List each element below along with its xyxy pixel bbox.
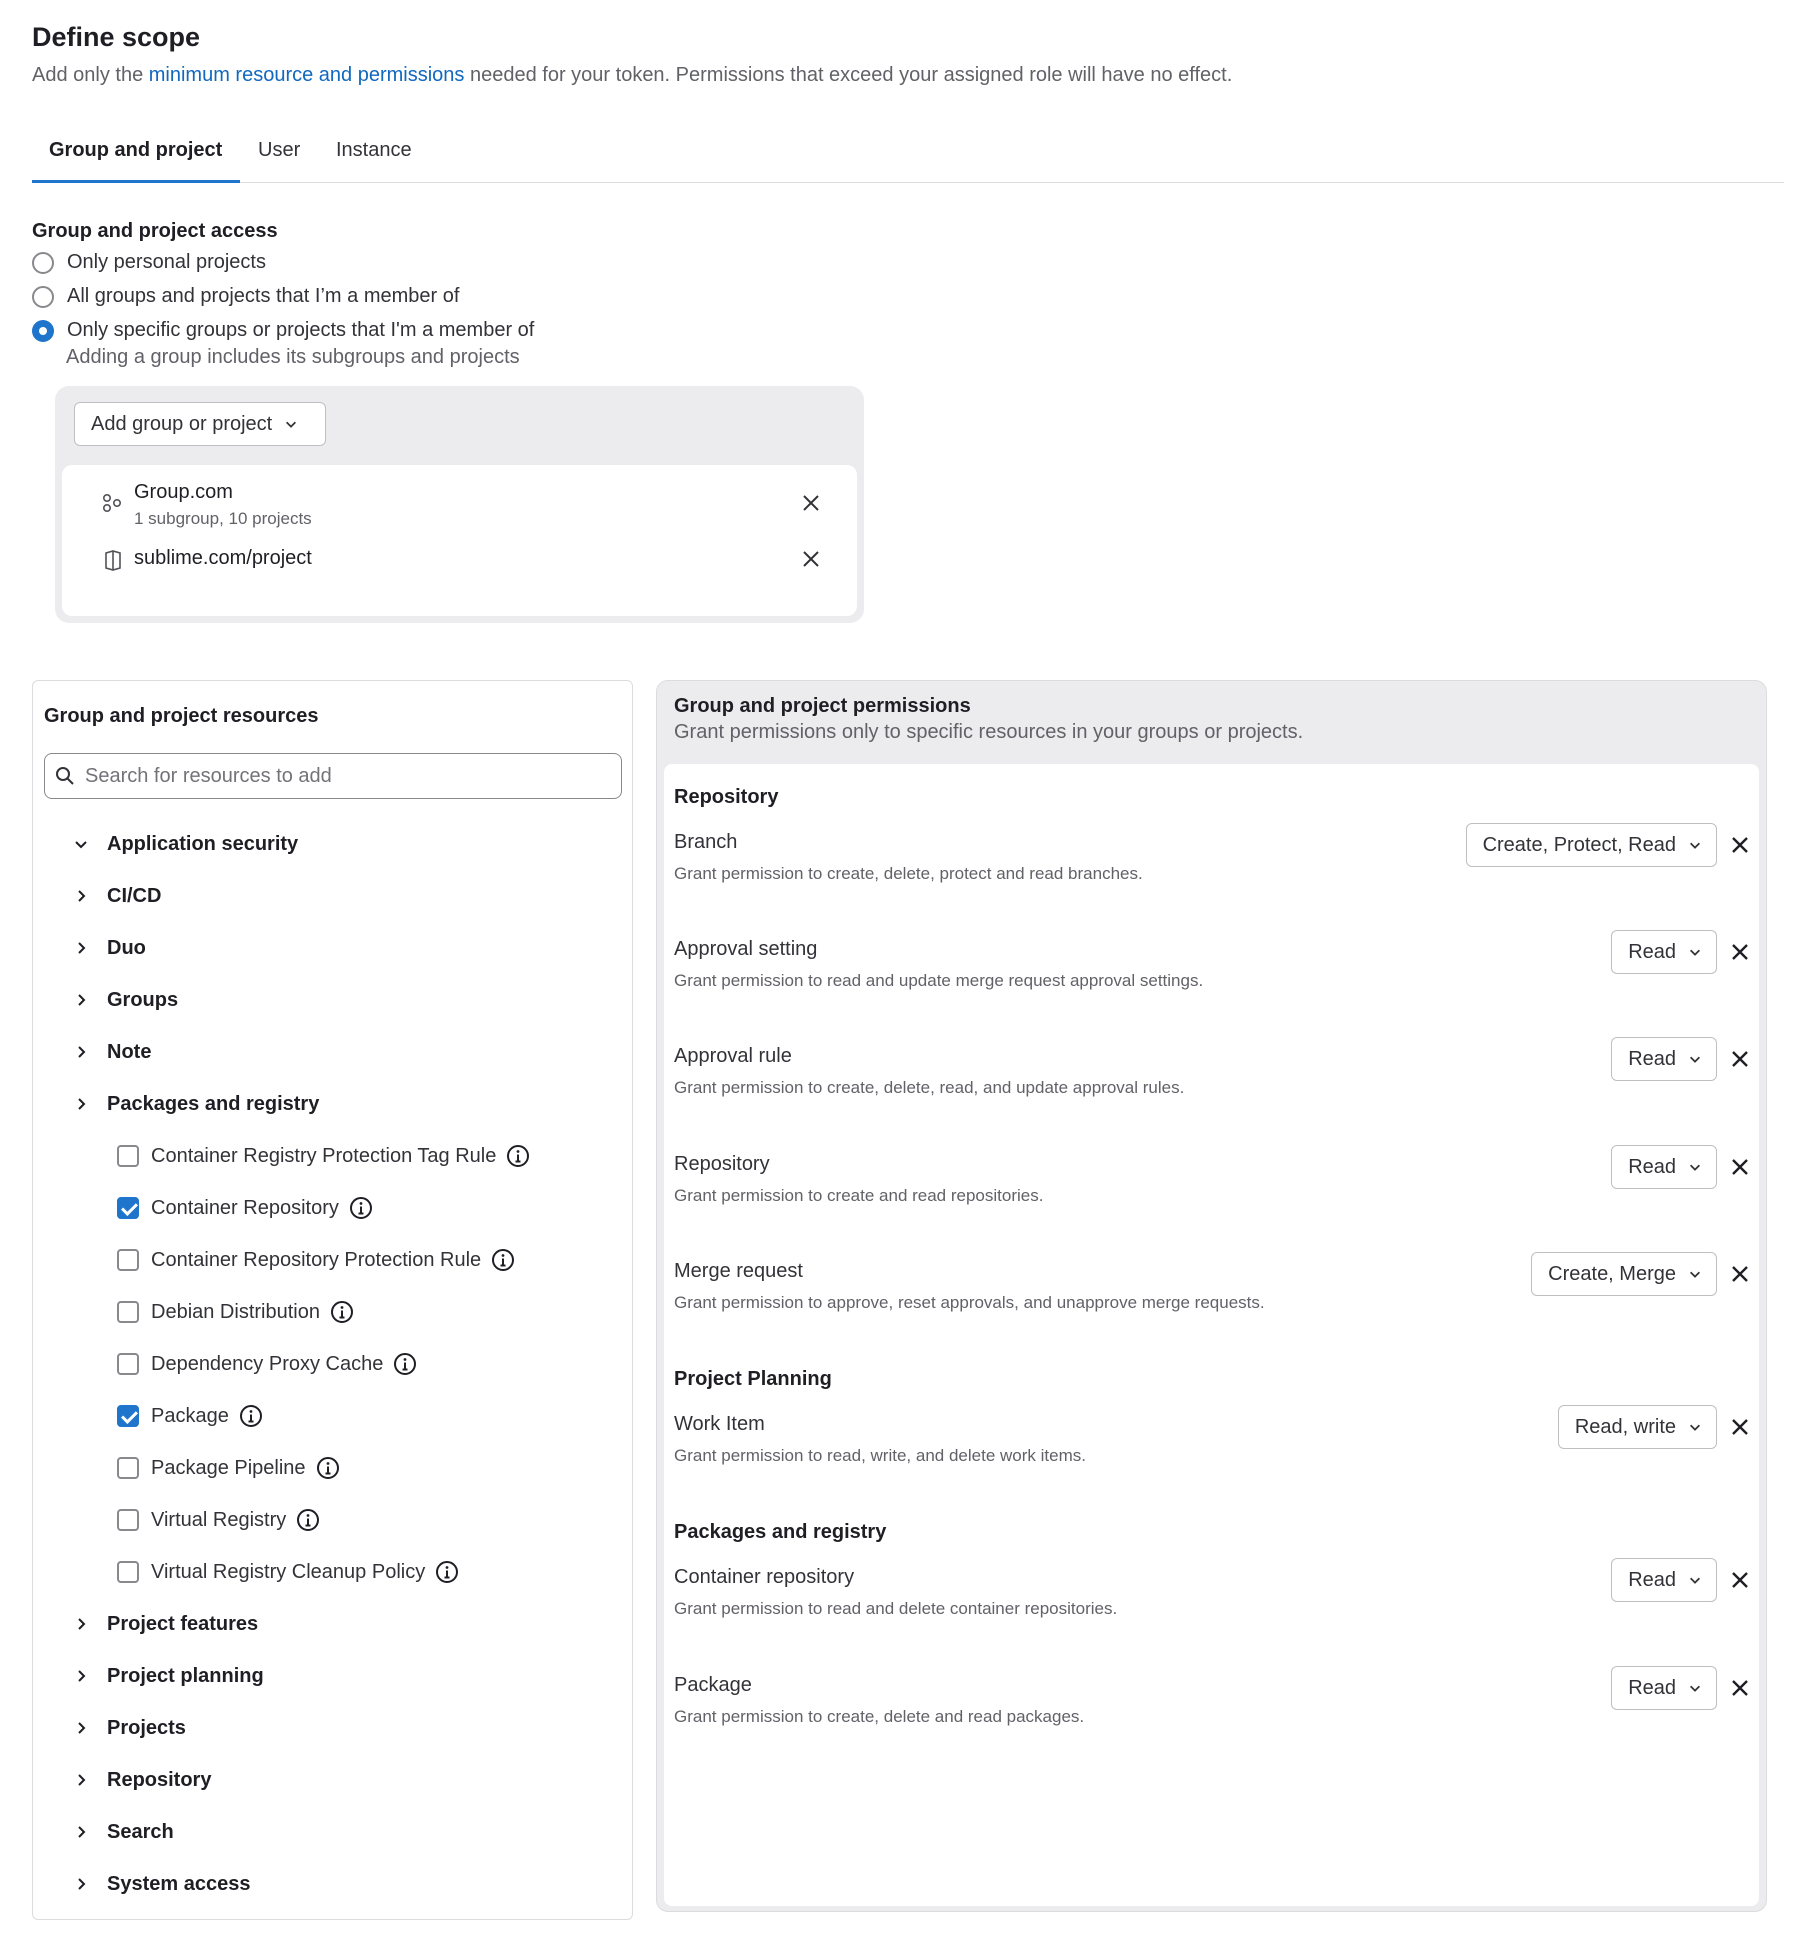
resource-label: Container Registry Protection Tag Rule: [151, 1144, 497, 1167]
category-system-access[interactable]: [73, 1866, 250, 1902]
permission-description: Grant permission to create and read repositories.: [674, 1186, 1044, 1205]
resource-container-repository-protection-rule[interactable]: [117, 1242, 515, 1278]
permission-level-dropdown[interactable]: [1466, 823, 1717, 867]
category-label: Groups: [107, 988, 179, 1011]
scope-item-name: Group.com: [134, 481, 233, 503]
search-input[interactable]: [83, 764, 583, 789]
radio-button-selected[interactable]: [32, 320, 54, 342]
category-label: Repository: [107, 1768, 212, 1791]
selected-scope-list: [62, 465, 857, 616]
permission-level-dropdown[interactable]: [1531, 1252, 1717, 1296]
category-ci-cd[interactable]: [73, 878, 161, 914]
remove-permission-icon[interactable]: [1731, 836, 1749, 854]
resource-label: Container Repository Protection Rule: [151, 1248, 482, 1271]
search-icon: [55, 766, 75, 786]
chevron-down-icon: [1688, 1573, 1702, 1587]
permission-description: Grant permission to create, delete, read, and update approval rules.: [674, 1078, 1185, 1097]
permission-level-value: Read: [1628, 940, 1676, 963]
category-label: Application security: [107, 832, 299, 855]
category-label: System access: [107, 1872, 251, 1895]
permission-level-value: Read, write: [1574, 1415, 1676, 1438]
permission-name: Work Item: [674, 1413, 765, 1435]
resources-title: Group and project resources: [44, 705, 319, 727]
resource-debian-distribution[interactable]: [117, 1294, 354, 1330]
resource-package-pipeline[interactable]: [117, 1450, 340, 1486]
permission-name: Approval rule: [674, 1045, 792, 1067]
selected-scope-box: [55, 386, 864, 623]
permission-level-dropdown[interactable]: [1611, 1037, 1717, 1081]
resource-label: Virtual Registry Cleanup Policy: [151, 1560, 426, 1583]
minimum-permissions-link[interactable]: minimum resource and permissions: [148, 64, 465, 86]
chevron-down-icon: [1688, 1267, 1702, 1281]
scope-item-group: [62, 477, 857, 537]
permission-level-dropdown[interactable]: [1611, 1558, 1717, 1602]
chevron-down-icon: [1688, 945, 1702, 959]
resource-label: Package Pipeline: [151, 1456, 306, 1479]
info-icon[interactable]: [491, 1248, 515, 1272]
radio-button[interactable]: [32, 286, 54, 308]
chevron-right-icon: [73, 1824, 89, 1840]
resource-label: Virtual Registry: [151, 1508, 287, 1531]
checkbox[interactable]: [117, 1561, 139, 1583]
resource-dependency-proxy-cache[interactable]: [117, 1346, 417, 1382]
project-icon: [102, 549, 124, 571]
resource-label: Package: [151, 1404, 229, 1427]
page-subtitle: [32, 64, 1232, 87]
chevron-right-icon: [73, 1044, 89, 1060]
remove-permission-icon[interactable]: [1731, 1679, 1749, 1697]
permission-level-value: Read: [1628, 1047, 1676, 1070]
remove-permission-icon[interactable]: [1731, 1265, 1749, 1283]
resource-container-registry-protection-tag-rule[interactable]: [117, 1138, 530, 1174]
info-icon[interactable]: [316, 1456, 340, 1480]
checkbox[interactable]: [117, 1145, 139, 1167]
chevron-down-icon: [1688, 838, 1702, 852]
resource-package[interactable]: [117, 1398, 263, 1434]
permission-name: Approval setting: [674, 938, 818, 960]
category-search[interactable]: [73, 1814, 174, 1850]
category-packages-and-registry[interactable]: [73, 1086, 319, 1122]
radio-button[interactable]: [32, 252, 54, 274]
scope-item-meta: 1 subgroup, 10 projects: [134, 509, 312, 528]
access-section-label: Group and project access: [32, 220, 278, 242]
checkbox[interactable]: [117, 1301, 139, 1323]
chevron-down-icon: [1688, 1052, 1702, 1066]
category-groups[interactable]: [73, 982, 178, 1018]
scope-item-name: sublime.com/project: [134, 547, 312, 569]
radio-specific-groups[interactable]: [32, 319, 534, 342]
permission-level-value: Read: [1628, 1155, 1676, 1178]
permission-level-value: Create, Protect, Read: [1482, 833, 1676, 856]
category-projects[interactable]: [73, 1710, 186, 1746]
permission-row-merge-request: [664, 1260, 1759, 1330]
chevron-right-icon: [73, 992, 89, 1008]
permission-level-value: Create, Merge: [1548, 1262, 1676, 1285]
permission-description: Grant permission to read and update merge request approval settings.: [674, 971, 1204, 990]
checkbox[interactable]: [117, 1353, 139, 1375]
info-icon[interactable]: [393, 1352, 417, 1376]
permission-row-approval-setting: [664, 938, 1759, 1008]
add-button-label: Add group or project: [91, 412, 273, 435]
resource-label: Debian Distribution: [151, 1300, 320, 1323]
remove-icon[interactable]: [801, 549, 821, 569]
info-icon[interactable]: [506, 1144, 530, 1168]
permission-name: Repository: [674, 1153, 770, 1175]
subtitle-text-start: Add only the: [32, 64, 149, 86]
permission-level-dropdown[interactable]: [1558, 1405, 1717, 1449]
radio-label: Only specific groups or projects that I'm a member of: [67, 319, 535, 341]
category-label: Packages and registry: [107, 1092, 320, 1115]
permission-description: Grant permission to read, write, and delete work items.: [674, 1446, 1086, 1465]
scope-tabs: [32, 130, 1784, 183]
chevron-right-icon: [73, 888, 89, 904]
permission-name: Branch: [674, 831, 738, 853]
category-duo[interactable]: [73, 930, 146, 966]
category-label: Projects: [107, 1716, 186, 1739]
permission-level-value: Read: [1628, 1568, 1676, 1591]
radio-label: Only personal projects: [67, 251, 266, 273]
permission-name: Package: [674, 1674, 752, 1696]
category-label: Note: [107, 1040, 152, 1063]
radio-help-text: Adding a group includes its subgroups and projects: [66, 346, 520, 368]
subtitle-text-end: needed for your token. Permissions that exceed your assigned role will have no effect.: [464, 64, 1233, 86]
permission-description: Grant permission to approve, reset approvals, and unapprove merge requests.: [674, 1293, 1265, 1312]
resource-virtual-registry[interactable]: [117, 1502, 320, 1538]
radio-label: All groups and projects that I’m a member of: [67, 285, 460, 307]
permissions-list: [664, 764, 1759, 1906]
permission-description: Grant permission to create, delete and read packages.: [674, 1707, 1085, 1726]
remove-permission-icon[interactable]: [1731, 1050, 1749, 1068]
resource-label: Container Repository: [151, 1196, 339, 1219]
permission-row-container-repository: [664, 1566, 1759, 1636]
permissions-title: Group and project permissions: [674, 695, 971, 717]
permission-group-heading: Project Planning: [674, 1368, 832, 1390]
checkbox[interactable]: [117, 1457, 139, 1479]
remove-permission-icon[interactable]: [1731, 943, 1749, 961]
resource-label: Dependency Proxy Cache: [151, 1352, 384, 1375]
permissions-subtitle: Grant permissions only to specific resources in your groups or projects.: [674, 721, 1304, 743]
permission-level-dropdown[interactable]: [1611, 1666, 1717, 1710]
radio-all-groups[interactable]: [32, 285, 459, 308]
permission-row-package: [664, 1674, 1759, 1744]
info-icon[interactable]: [330, 1300, 354, 1324]
info-icon[interactable]: [349, 1196, 373, 1220]
permission-description: Grant permission to create, delete, protect and read branches.: [674, 864, 1143, 883]
info-icon[interactable]: [239, 1404, 263, 1428]
tab-group-and-project[interactable]: Group and project: [32, 130, 240, 183]
category-label: CI/CD: [107, 884, 162, 907]
category-project-planning[interactable]: [73, 1658, 264, 1694]
chevron-down-icon: [1688, 1160, 1702, 1174]
permission-row-repository: [664, 1153, 1759, 1223]
chevron-down-icon: [284, 417, 298, 431]
chevron-down-icon: [73, 836, 89, 852]
permission-name: Merge request: [674, 1260, 803, 1282]
category-label: Duo: [107, 936, 146, 959]
info-icon[interactable]: [435, 1560, 459, 1584]
resources-panel: [32, 680, 633, 1920]
tab-instance[interactable]: Instance: [336, 139, 412, 161]
category-repository[interactable]: [73, 1762, 211, 1798]
permission-group-heading: Repository: [674, 786, 779, 808]
permission-row-approval-rule: [664, 1045, 1759, 1115]
info-icon[interactable]: [296, 1508, 320, 1532]
chevron-right-icon: [73, 1616, 89, 1632]
scope-item-project: [62, 547, 857, 607]
chevron-right-icon: [73, 1668, 89, 1684]
permission-level-dropdown[interactable]: [1611, 1145, 1717, 1189]
resource-search[interactable]: [44, 753, 622, 799]
checkbox[interactable]: [117, 1249, 139, 1271]
permission-description: Grant permission to read and delete container repositories.: [674, 1599, 1118, 1618]
radio-personal-projects[interactable]: [32, 251, 266, 274]
tab-user[interactable]: User: [258, 139, 301, 161]
permission-group-heading: Packages and registry: [674, 1521, 887, 1543]
category-note[interactable]: [73, 1034, 151, 1070]
chevron-right-icon: [73, 1772, 89, 1788]
chevron-right-icon: [73, 940, 89, 956]
category-project-features[interactable]: [73, 1606, 258, 1642]
permission-level-dropdown[interactable]: [1611, 930, 1717, 974]
category-label: Project planning: [107, 1664, 264, 1687]
category-application-security[interactable]: [73, 826, 298, 862]
permission-level-value: Read: [1628, 1676, 1676, 1699]
chevron-right-icon: [73, 1096, 89, 1112]
permissions-panel: [656, 680, 1767, 1912]
chevron-right-icon: [73, 1720, 89, 1736]
resource-container-repository[interactable]: [117, 1190, 373, 1226]
checkbox[interactable]: [117, 1509, 139, 1531]
permission-name: Container repository: [674, 1566, 855, 1588]
category-label: Project features: [107, 1612, 259, 1635]
chevron-down-icon: [1688, 1681, 1702, 1695]
add-group-or-project-button[interactable]: [74, 402, 326, 446]
page-title: Define scope: [32, 22, 201, 52]
checkbox-checked[interactable]: [117, 1197, 139, 1219]
resource-virtual-registry-cleanup-policy[interactable]: [117, 1554, 459, 1590]
permission-row-work-item: [664, 1413, 1759, 1483]
checkbox-checked[interactable]: [117, 1405, 139, 1427]
permission-row-branch: [664, 831, 1759, 901]
remove-permission-icon[interactable]: [1731, 1571, 1749, 1589]
remove-permission-icon[interactable]: [1731, 1418, 1749, 1436]
category-label: Search: [107, 1820, 174, 1843]
remove-icon[interactable]: [801, 493, 821, 513]
chevron-down-icon: [1688, 1420, 1702, 1434]
group-icon: [102, 493, 124, 515]
remove-permission-icon[interactable]: [1731, 1158, 1749, 1176]
chevron-right-icon: [73, 1876, 89, 1892]
